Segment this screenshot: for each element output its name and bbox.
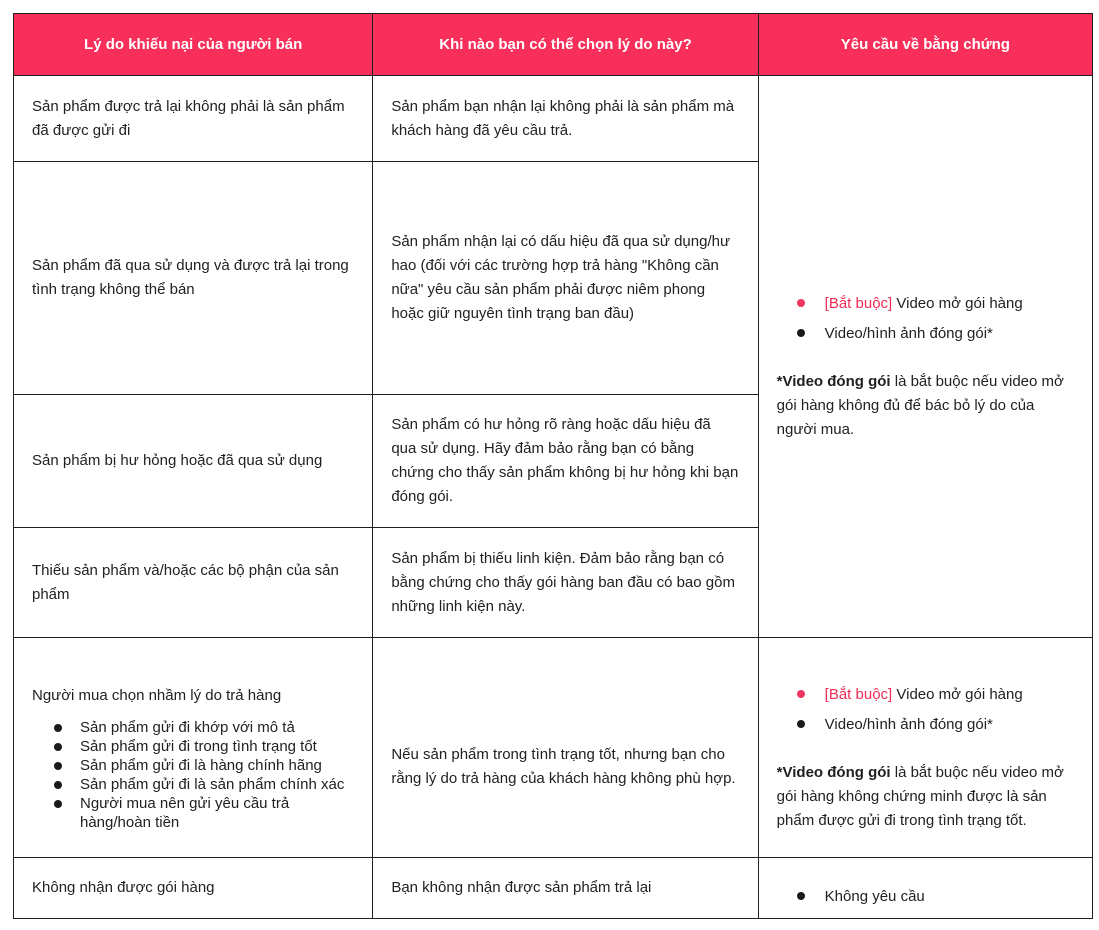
when-cell: Nếu sản phẩm trong tình trạng tốt, nhưng bạn cho rằng lý do trả hàng của khách hàng không phù hợp. (373, 638, 758, 858)
evidence-item (777, 885, 1074, 909)
return-dispute-table (13, 13, 1093, 919)
reason-cell: Thiếu sản phẩm và/hoặc các bộ phận của sản phẩm (14, 528, 373, 638)
header-row (14, 14, 1093, 76)
when-cell: Sản phẩm có hư hỏng rõ ràng hoặc dấu hiệu đã qua sử dụng. Hãy đảm bảo rằng bạn có bằng chứng cho thấy sản phẩm không bị hư hỏng khi bạn đóng gói. (373, 395, 758, 528)
evidence-item (777, 713, 1074, 737)
evidence-text: Video/hình ảnh đóng gói* (824, 324, 993, 342)
when-cell: Sản phẩm bị thiếu linh kiện. Đảm bảo rằng bạn có bằng chứng cho thấy gói hàng ban đầu có bao gồm những linh kiện này. (373, 528, 758, 638)
list-item: Sản phẩm gửi đi là sản phẩm chính xác (32, 775, 354, 794)
table-row (14, 76, 1093, 162)
evidence-text: Video mở gói hàng (892, 294, 1023, 312)
note-star: * (776, 763, 783, 781)
list-item: Sản phẩm gửi đi là hàng chính hãng (32, 756, 354, 775)
note-star: * (776, 372, 783, 390)
list-item: Người mua nên gửi yêu cầu trả hàng/hoàn tiền (32, 794, 354, 832)
when-cell: Bạn không nhận được sản phẩm trả lại (373, 858, 758, 919)
evidence-note (777, 761, 1074, 833)
bullet-icon (797, 329, 805, 337)
note-bold: Video đóng gói (782, 763, 891, 781)
header-evidence: Yêu cầu về bằng chứng (758, 14, 1092, 76)
note-bold: Video đóng gói (782, 372, 891, 390)
list-item: Sản phẩm gửi đi trong tình trạng tốt (32, 737, 354, 756)
reason-cell: Không nhận được gói hàng (14, 858, 373, 919)
reason-cell (14, 638, 373, 858)
header-reason: Lý do khiếu nại của người bán (14, 14, 373, 76)
evidence-note (777, 370, 1074, 442)
reason-text: Người mua chọn nhầm lý do trả hàng (32, 686, 282, 704)
note-text: là bắt buộc nếu video mở gói hàng không chứng minh được là sản phẩm được gửi đi trong tình trạng tốt. (776, 763, 1064, 829)
required-tag: [Bắt buộc] (824, 685, 893, 703)
note-text: là bắt buộc nếu video mở gói hàng không đủ để bác bỏ lý do của người mua. (776, 372, 1064, 438)
evidence-item (777, 292, 1074, 316)
bullet-icon (797, 299, 805, 307)
evidence-text: Video mở gói hàng (892, 685, 1023, 703)
when-cell: Sản phẩm bạn nhận lại không phải là sản phẩm mà khách hàng đã yêu cầu trả. (373, 76, 758, 162)
bullet-icon (797, 892, 805, 900)
list-item: Sản phẩm gửi đi khớp với mô tả (32, 718, 354, 737)
reason-cell: Sản phẩm được trả lại không phải là sản phẩm đã được gửi đi (14, 76, 373, 162)
bullet-icon (797, 690, 805, 698)
header-when: Khi nào bạn có thể chọn lý do này? (373, 14, 758, 76)
reason-cell: Sản phẩm bị hư hỏng hoặc đã qua sử dụng (14, 395, 373, 528)
evidence-cell (758, 76, 1092, 638)
reason-cell: Sản phẩm đã qua sử dụng và được trả lại trong tình trạng không thể bán (14, 162, 373, 395)
sub-list (32, 718, 354, 832)
required-tag: [Bắt buộc] (824, 294, 893, 312)
evidence-text: Không yêu cầu (824, 888, 925, 905)
when-cell: Sản phẩm nhận lại có dấu hiệu đã qua sử dụng/hư hao (đối với các trường hợp trả hàng "Không cần nữa" yêu cầu sản phẩm phải được niêm phong hoặc giữ nguyên tình trạng ban đầu) (373, 162, 758, 395)
evidence-cell (758, 858, 1092, 919)
evidence-text: Video/hình ảnh đóng gói* (824, 715, 993, 733)
evidence-item (777, 322, 1074, 346)
table-row (14, 638, 1093, 858)
evidence-item (777, 683, 1074, 707)
evidence-cell (758, 638, 1092, 858)
bullet-icon (797, 720, 805, 728)
table-row (14, 858, 1093, 919)
